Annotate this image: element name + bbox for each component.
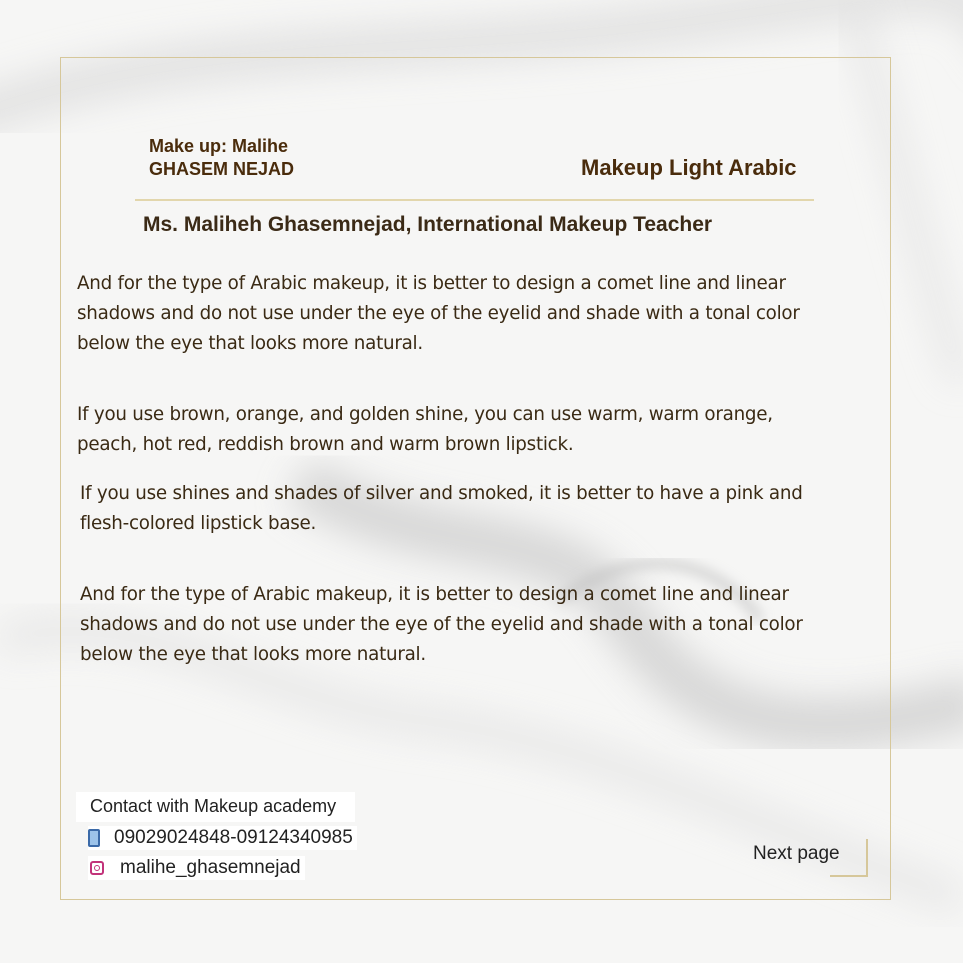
makeup-artist-credit xyxy=(149,135,294,181)
page-title: Makeup Light Arabic xyxy=(581,155,797,180)
contact-phone[interactable]: 09029024848-09124340985 xyxy=(114,827,353,848)
contact-title: Contact with Makeup academy xyxy=(90,796,337,816)
makeup-artist-line1: Make up: Malihe xyxy=(149,136,289,156)
mobile-phone-icon xyxy=(88,829,100,847)
contact-phone-row[interactable] xyxy=(88,826,357,850)
paragraph-3: If you use shines and shades of silver and smoked, it is better to have a pink and flesh-colored lipstick base. xyxy=(80,483,803,534)
next-page-button[interactable]: Next page xyxy=(753,843,840,864)
paragraph-4: And for the type of Arabic makeup, it is better to design a comet line and linear shadows and do not use under the eye of the eyelid and shade with a tonal color below the eye that looks more natural. xyxy=(80,584,803,665)
paragraph-2: If you use brown, orange, and golden shine, you can use warm, warm orange, peach, hot red, reddish brown and warm brown lipstick. xyxy=(77,404,773,455)
paragraph-1: And for the type of Arabic makeup, it is better to design a comet line and linear shadows and do not use under the eye of the eyelid and shade with a tonal color below the eye that looks more natural. xyxy=(77,273,800,354)
next-page-corner-decoration xyxy=(830,839,868,877)
title-divider xyxy=(135,199,814,201)
contact-instagram-row[interactable] xyxy=(88,856,305,880)
makeup-artist-line2: GHASEM NEJAD xyxy=(149,159,295,179)
instagram-icon xyxy=(90,861,104,875)
contact-instagram[interactable]: malihe_ghasemnejad xyxy=(120,857,301,878)
page-subtitle: Ms. Maliheh Ghasemnejad, International Makeup Teacher xyxy=(143,213,713,236)
